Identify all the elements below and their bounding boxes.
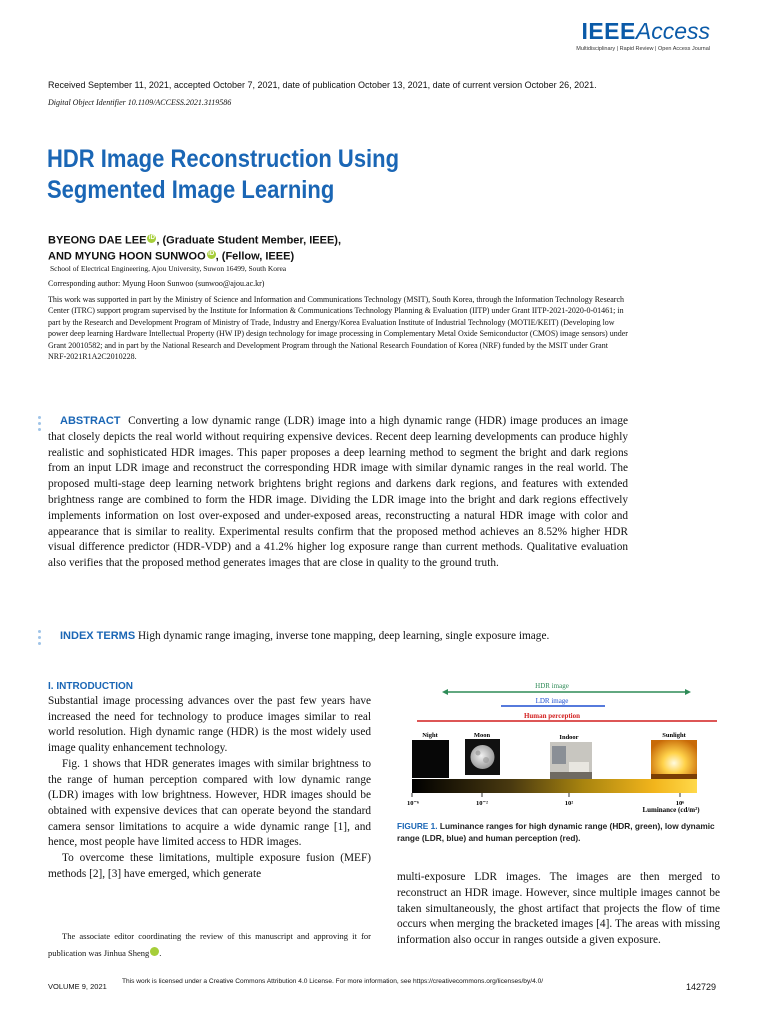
doi: Digital Object Identifier 10.1109/ACCESS.2021.3119586 [48,98,232,107]
sunlight-image [651,740,697,782]
footer-license[interactable]: This work is licensed under a Creative Commons Attribution 4.0 License. For more information, see https://creativecommons.org/licenses/by/4.0/ [122,978,544,985]
author-name-2: AND MYUNG HOON SUNWOO [48,250,206,263]
editor-footnote: The associate editor coordinating the review of this manuscript and approving it for publication was Jinhua Sheng iD. [48,931,371,958]
moon-image [465,739,500,775]
scene-label-moon: Moon [473,732,491,739]
body-column-right: multi-exposure LDR images. The images are then merged to reconstruct an HDR image. However, since multiple images cannot be taken simultaneously, the ghost artifact that projects the flow of time occurs when merging the bracketed images [4]. The areas with missing information also occur in ranges outside a given exposure. [397,871,720,947]
footer-volume: VOLUME 9, 2021 [48,982,107,991]
journal-logo [576,18,710,52]
index-terms-label: INDEX TERMS [60,630,136,642]
logo-tagline: Multidisciplinary | Rapid Review | Open Access Journal [576,46,710,52]
abstract-label: ABSTRACT [60,415,121,427]
author-name-1: BYEONG DAE LEE [48,234,147,247]
tick-label: 10⁻² [476,800,488,807]
orcid-icon[interactable]: iD [150,947,159,956]
title-line-1: HDR Image Reconstruction Using [47,145,400,173]
index-terms-text: High dynamic range imaging, inverse tone mapping, deep learning, single exposure image. [138,630,550,642]
ldr-label: LDR image [535,697,569,705]
footnote-text: The associate editor coordinating the review of this manuscript and approving it for publication was Jinhua Sheng [48,931,371,958]
section-marker-icon [38,630,41,648]
paragraph: Fig. 1 shows that HDR generates images with similar brightness to the range of human perception compared with low dynamic range (LDR) images with low brightness. However, HDR images should be obtained with expensive devices that can operate beyond the standard camera sensor limitations to acquire a wide dynamic range [1], and hence, most people have limited access to HDR images. [48,757,371,849]
figure-label: FIGURE 1. [397,821,438,831]
index-terms [48,628,638,644]
abstract-text: Converting a low dynamic range (LDR) image into a high dynamic range (HDR) image produces an image that closely depicts the real world without requiring expensive devices. Recent deep learning developments can produce highly realistic and sophisticated HDR images. This paper proposes a deep learning method to segment the bright and dark regions from an input LDR image and reconstruct the corresponding HDR image with similar dynamic ranges in the real world. The proposed multi-stage deep learning network brightens bright regions and darkens dark regions, and features with extended brightness range are combined to form the HDR image. Dividing the LDR image into the bright and dark regions effectively implements information on lost over-exposed and under-exposed areas, reconstructing a natural HDR image with color and appearance that is similar to reality. Experimental results confirm that the proposed method achieves an 8.52% higher HDR visual difference predictor (HDR-VDP) and a 41.2% higher log exposure range than current methods. Qualitative evaluation also verifies that the proposed method generates images that are close in quality to the ground truth. [48,415,628,570]
logo-access: Access [635,18,710,44]
orcid-icon[interactable]: iD [148,235,155,241]
section-marker-icon [38,416,41,434]
section-heading: I. INTRODUCTION [48,681,133,692]
corresponding-author: Corresponding author: Myung Hoon Sunwoo (sunwoo@ajou.ac.kr) [48,279,265,288]
author-affil-2: , (Fellow, IEEE) [215,250,295,263]
author-line-2 [48,250,294,263]
body-column-left [48,694,371,882]
figure-1-luminance-ranges [397,676,722,816]
title-line-2: Segmented Image Learning [47,176,335,204]
author-line-1 [48,234,341,247]
scene-label-indoor: Indoor [559,734,579,741]
figure-caption [397,820,720,844]
tick-label: 10⁻⁶ [407,800,419,807]
human-label: Human perception [523,712,581,720]
scene-label-sunlight: Sunlight [662,732,686,739]
tick-label: 10⁶ [675,800,685,807]
paragraph: To overcome these limitations, multiple exposure fusion (MEF) methods [2], [3] have emerged, which generate [48,852,371,880]
abstract [48,414,628,572]
logo-ieee: IEEE [581,18,636,44]
luminance-gradient-bar [412,779,697,793]
paragraph: Substantial image processing advances over the past few years have increased the need for technology to produce images similar to real world resolution. High dynamic range (HDR) is the most widely used image quality enhancement technology. [48,695,371,755]
page-number: 142729 [686,982,717,992]
axis-ticks [412,793,680,797]
orcid-icon[interactable]: iD [208,251,215,257]
axis-label: Luminance (cd/m²) [642,806,700,814]
paper-title [47,144,399,206]
hdr-label: HDR image [535,682,569,690]
indoor-image [550,742,592,782]
tick-label: 10² [564,800,574,807]
caption-text: Luminance ranges for high dynamic range (HDR, green), low dynamic range (LDR, blue) and human perception (red). [397,821,715,843]
night-image [412,740,449,778]
affiliation: School of Electrical Engineering, Ajou University, Suwon 16499, South Korea [50,264,287,273]
author-affil-1: , (Graduate Student Member, IEEE), [156,234,341,247]
scene-label-night: Night [422,732,438,739]
funding-statement: This work was supported in part by the Ministry of Science and Information and Communications Technology (MSIT), South Korea, through the Information Technology Research Center (ITRC) support program supervised by the Institute for Information & Communications Technology Planning & Evaluation (IITP) under Grant IITP-2021-2020-0-01461; in part by the Research and Development Program of Ministry of Trade, Industry and Energy/Korea Evaluation Institute of Industrial Technology (MOTIE/KEIT) (Developing low power deep learning Hardware Intellectual Property (HW IP) design technology for image processing in Complementary Metal Oxide Semiconductor (CMOS) image sensors) under Grant 20010582; and in part by the National Research and Development Program through the National Research Foundation of Korea (NRF) funded by the MSIT under Grant NRF-2021R1A2C2010228. [48,295,628,362]
received-dates: Received September 11, 2021, accepted October 7, 2021, date of publication October 13, 2021, date of current version October 26, 2021. [48,80,597,90]
